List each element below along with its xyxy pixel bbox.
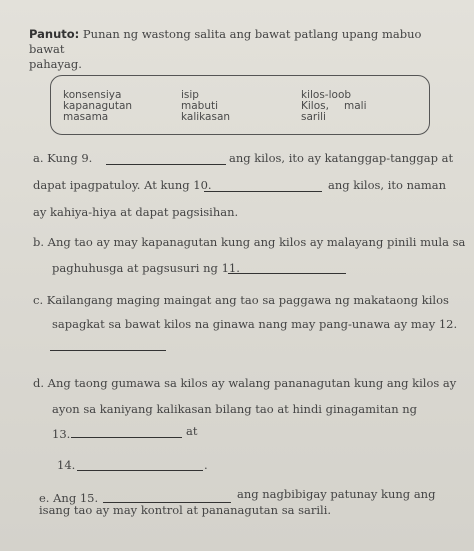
word-kilos: Kilos, [301,100,329,112]
item-a-line-1a: a. Kung 9. [33,151,93,165]
word-masama: masama [63,111,109,123]
word-mali: mali [344,100,367,112]
item-c-line-2: sapagkat sa bawat kilos na ginawa nang may pang-unawa ay may 12. [52,317,458,331]
word-kilos-loob: kilos-loob [301,89,352,101]
item-b-line-1: b. Ang tao ay may kapanagutan kung ang kilos ay malayang pinili mula sa [33,235,466,249]
instruction [29,27,459,72]
item-a-line-3: ay kahiya-hiya at dapat pagsisihan. [33,205,239,219]
word-sarili: sarili [301,111,326,123]
item-e-line-1b: ang nagbibigay patunay kung ang [237,487,436,501]
item-d-line-4b: . [204,458,208,472]
instruction-label: Panuto: [29,27,80,41]
item-d-line-2: ayon sa kaniyang kalikasan bilang tao at hindi ginagamitan ng [52,402,418,416]
item-d-line-4a: 14. [57,458,76,472]
blank-13[interactable] [71,437,182,438]
instruction-text-1: Punan ng wastong salita ang bawat patlang upang mabuo bawat [29,27,422,56]
blank-10[interactable] [204,191,322,192]
word-mabuti: mabuti [181,100,219,112]
item-a-line-2b: ang kilos, ito naman [328,178,447,192]
blank-11[interactable] [228,273,346,274]
item-d-line-3a: 13. [52,427,71,441]
blank-9[interactable] [106,164,226,165]
item-e-line-2: isang tao ay may kontrol at pananagutan sa sarili. [39,503,332,517]
blank-14[interactable] [77,470,203,471]
word-konsensiya: konsensiya [63,89,122,101]
instruction-text-2: pahayag. [29,57,82,71]
item-a-line-2a: dapat ipagpatuloy. At kung 10. [33,178,212,192]
item-d-line-1: d. Ang taong gumawa sa kilos ay walang pananagutan kung ang kilos ay [33,376,457,390]
word-kalikasan: kalikasan [181,111,231,123]
item-e-line-1a: e. Ang 15. [39,491,99,505]
item-b-line-2: paghuhusga at pagsusuri ng 11. [52,261,240,275]
item-a-line-1b: ang kilos, ito ay katanggap-tanggap at [229,151,454,165]
item-c-line-1: c. Kailangang maging maingat ang tao sa paggawa ng makataong kilos [33,293,449,307]
word-kapanagutan: kapanagutan [63,100,133,112]
word-isip: isip [181,89,199,101]
blank-12[interactable] [50,350,166,351]
item-d-line-3b: at [186,424,198,438]
